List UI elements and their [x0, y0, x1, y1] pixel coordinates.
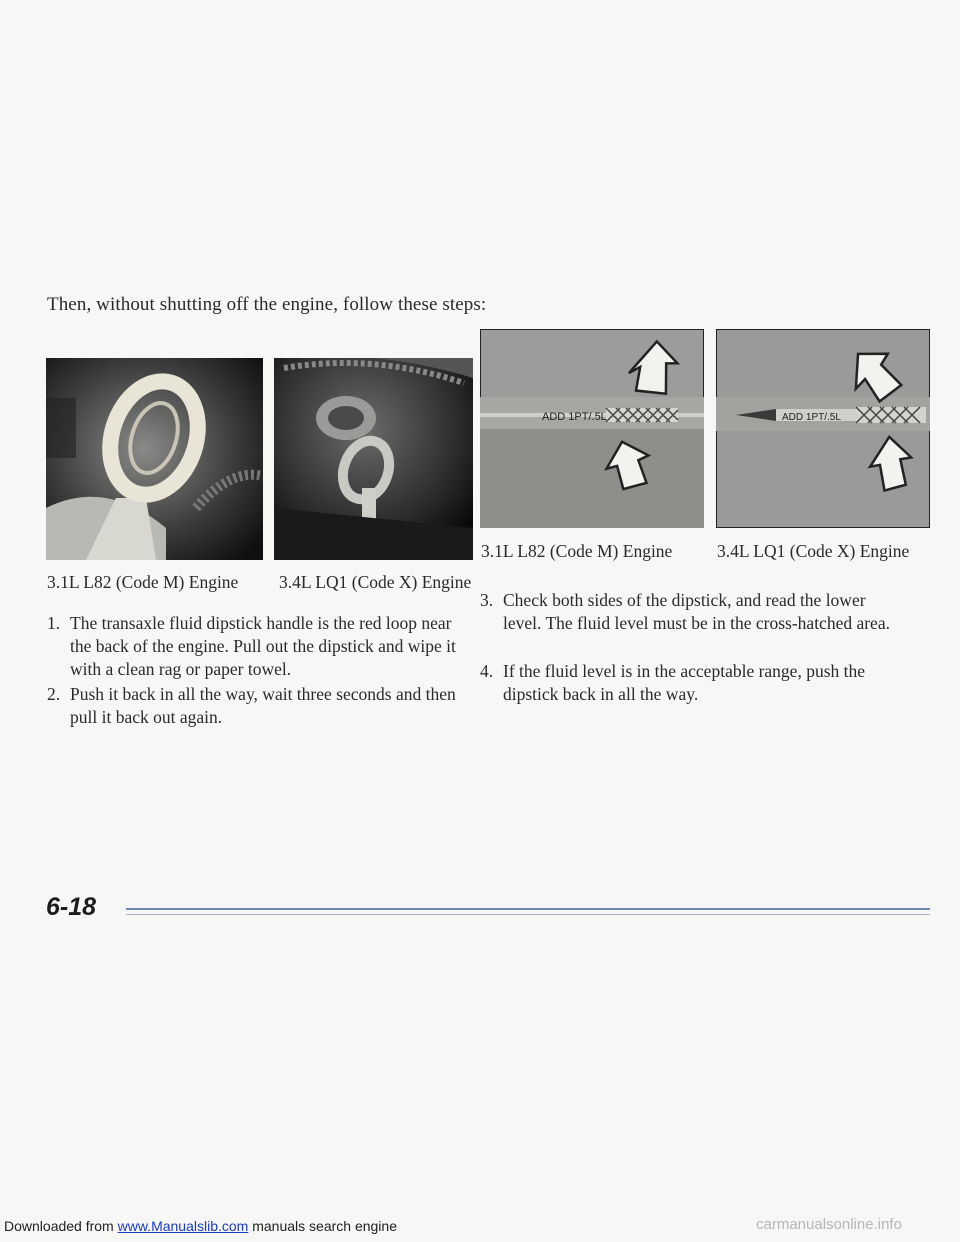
step-3 — [480, 589, 900, 635]
step-4 — [480, 660, 915, 706]
dipstick-marking-left: ADD 1PT/.5L — [542, 411, 607, 423]
download-footer — [4, 1218, 397, 1234]
step-2 — [47, 683, 472, 729]
page-number: 6-18 — [46, 893, 97, 921]
dipstick-photo-3-1l — [480, 329, 704, 528]
step-text: If the fluid level is in the acceptable range, push the dipstick back in all the way. — [503, 661, 866, 704]
dipstick-marking-right: ADD 1PT/.5L — [782, 412, 841, 423]
step-number: 2. — [47, 684, 61, 704]
cross-hatch-area — [856, 407, 926, 423]
watermark: carmanualsonline.info — [756, 1216, 902, 1233]
engine-photo-3-1l — [46, 358, 263, 560]
caption-3-4l-engine: 3.4L LQ1 (Code X) Engine — [279, 572, 472, 592]
step-text: The transaxle fluid dipstick handle is the red loop near the back of the engine. Pull out the dipstick and wipe it with a clean rag or paper towel. — [70, 613, 456, 679]
dipstick-photo-3-4l — [716, 329, 930, 528]
cross-hatch-area — [606, 408, 678, 422]
caption-dipstick-3-4l: 3.4L LQ1 (Code X) Engine — [717, 541, 910, 561]
divider — [126, 908, 930, 910]
footer-suffix: manuals search engine — [248, 1218, 397, 1234]
engine-photo-3-4l — [274, 358, 473, 560]
caption-dipstick-3-1l: 3.1L L82 (Code M) Engine — [481, 541, 673, 561]
caption-3-1l-engine: 3.1L L82 (Code M) Engine — [47, 572, 239, 592]
manualslib-link[interactable]: www.Manualslib.com — [117, 1218, 249, 1234]
step-text: Check both sides of the dipstick, and read the lower level. The fluid level must be in the cross-hatched area. — [503, 590, 890, 633]
step-number: 4. — [480, 661, 494, 681]
step-number: 3. — [480, 590, 494, 610]
step-1 — [47, 612, 472, 681]
step-text: Push it back in all the way, wait three seconds and then pull it back out again. — [70, 684, 456, 727]
footer-prefix: Downloaded from — [4, 1218, 118, 1234]
divider — [126, 914, 930, 915]
intro-text: Then, without shutting off the engine, follow these steps: — [47, 294, 487, 315]
step-number: 1. — [47, 613, 61, 633]
